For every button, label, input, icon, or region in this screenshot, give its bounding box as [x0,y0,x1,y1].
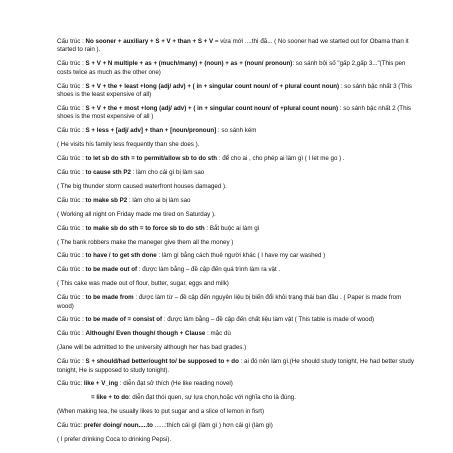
line-prefix: Cấu trúc : [57,196,86,204]
structure-line [57,141,419,149]
structure-line [57,225,419,233]
line-meaning: : so sánh kém [216,127,257,135]
structure-line [57,436,419,444]
line-meaning: : làm cho cái gì bị làm sao [130,168,205,176]
line-meaning: : làm gì bằng cách thuê người khác ( I have my car washed ) [156,252,326,260]
structure-line [57,316,419,324]
line-structure: Although/ Even though/ though + Clause [85,330,206,338]
line-structure: S + should/had better/ought to/ be supposed to + do [85,358,239,366]
line-prefix: Cấu trúc : [57,224,86,232]
line-prefix: Cấu trúc : [57,266,86,274]
line-meaning: : so sánh bậc nhất 3 (This shoes is the least expensive of all) [57,82,413,99]
line-prefix: Cấu trúc : [57,127,86,135]
line-meaning: : được làm bằng – đề cập đến quá trình làm ra vật . [137,266,281,274]
line-structure: to have / to get sth done [85,252,157,260]
line-structure: = like + to do [91,394,129,402]
line-meaning: : mặc dù [205,330,231,338]
line-prefix: Cấu trúc : [57,252,86,260]
line-structure: like + V_ing [83,380,119,388]
document-body [57,38,419,445]
structure-line [57,211,419,219]
structure-line [57,239,419,247]
line-prefix: Cấu trúc : [57,294,86,302]
line-meaning: : được làm bằng – đề cập đến chất liệu làm vật ( This table is made of wood) [162,316,375,324]
line-prefix: Cấu trúc: [57,380,84,388]
line-prefix: Cấu trúc : [57,60,86,68]
line-prefix: ( He visits his family less frequently than she does ). [57,141,200,149]
line-meaning: : diễn đạt thói quen, sự lựa chọn,hoặc với nghĩa cho là đúng. [128,394,296,402]
line-prefix: ( This cake was made out of flour, butter, sugar, eggs and milk) [57,280,229,288]
line-structure: S + V + N multiple + as + (much/many) + (noun) + as + (noun/ pronoun) [85,60,293,68]
structure-line [57,169,419,177]
line-meaning: : để cho ai , cho phép ai làm gì ( I let me go ) . [217,155,345,163]
line-meaning: : diễn đạt sở thích (He like reading novel) [118,380,233,388]
line-prefix: Cấu trúc : [57,82,86,90]
structure-line [57,105,419,122]
line-structure: to let sb do sth = to permit/allow sb to do sth [85,155,218,163]
line-prefix: (When making tea, he usually likes to put sugar and a slice of lemon in fisrt) [57,408,265,416]
structure-line [57,394,419,402]
line-prefix: ( Working all night on Friday made me tired on Saturday ). [57,210,216,218]
structure-line [57,380,419,388]
structure-line [57,330,419,338]
line-structure: S + less + [adj/ adv] + than + [noun/pronoun] [85,127,217,135]
structure-line [57,60,419,77]
structure-line [57,358,419,375]
structure-line [57,344,419,352]
line-meaning: : Bắt buộc ai làm gì [204,224,260,232]
structure-line [57,294,419,311]
line-prefix: Cấu trúc : [57,358,86,366]
structure-line [57,280,419,288]
structure-line [57,422,419,430]
structure-line [57,197,419,205]
structure-line [57,252,419,260]
line-prefix: Cấu trúc : [57,104,86,112]
line-meaning: : được làm từ – đề cập đến ngụyên liệu bị biến đổi khỏi trạng thái ban đầu . ( Paper is made from wood) [57,294,402,310]
line-prefix: Cấu trúc : [57,316,86,324]
line-structure: prefer doing/ noun.....to [83,422,153,430]
line-structure: No sooner + auxiliary + S + V + than + S + V [85,38,214,45]
line-prefix: Cấu trúc : [57,330,86,338]
structure-line [57,183,419,191]
structure-line [57,155,419,163]
line-prefix: ( The big thunder storm caused waterfront houses damaged ). [57,182,227,190]
structure-line [57,38,419,55]
line-structure: to make sb do sth = to force sb to do sth [85,224,205,232]
line-meaning: = vừa mới ....thì đã... ( No sooner had we started out for Obama than it started to rain ). [57,38,409,54]
line-meaning: : so sánh bội số "gấp 2,gấp 3..."(This pen costs twice as much as the other one) [57,60,406,76]
line-structure: to be made from [85,294,134,302]
line-structure: to be made of = consist of [85,316,163,324]
line-prefix: (Jane will be admitted to the university although her has bad grades.) [57,344,247,352]
line-meaning: : làm cho ai bị làm sao [127,196,191,204]
line-prefix: ( The bank robbers make the maneger give them all the money ) [57,238,234,246]
structure-line [57,127,419,135]
structure-line [57,408,419,416]
line-meaning: : so sánh bậc nhất 2 (This shoes is the most expensive of all ) [57,104,411,121]
structure-line [57,266,419,274]
line-structure: S + V + the + least +long (adj/ adv) + ( in + singular count noun/ of + plural count noun) [85,82,340,90]
line-structure: S + V + the + most +long (adj/ adv) + ( in + singular count noun/ of +plural count noun) [85,104,339,112]
line-structure: to make sb P2 [85,196,128,204]
structure-line [57,83,419,100]
line-prefix: Cấu trúc : [57,155,86,163]
line-structure: to cause sth P2 [85,168,131,176]
line-prefix: Cấu trúc : [57,38,86,45]
line-prefix: Cấu trúc: [57,422,84,430]
line-meaning: : ai đó nên làm gì.(He should study tonight, He had better study tonight, He is supposed to study tonight). [57,358,414,374]
line-structure: to be made out of [85,266,138,274]
line-meaning: ......:thích cái gì (làm gì ) hơn cái gì (làm gì) [152,422,273,430]
line-prefix: Cấu trúc : [57,168,86,176]
line-prefix: ( I prefer drinking Coca to drinking Pepsi). [57,436,172,444]
